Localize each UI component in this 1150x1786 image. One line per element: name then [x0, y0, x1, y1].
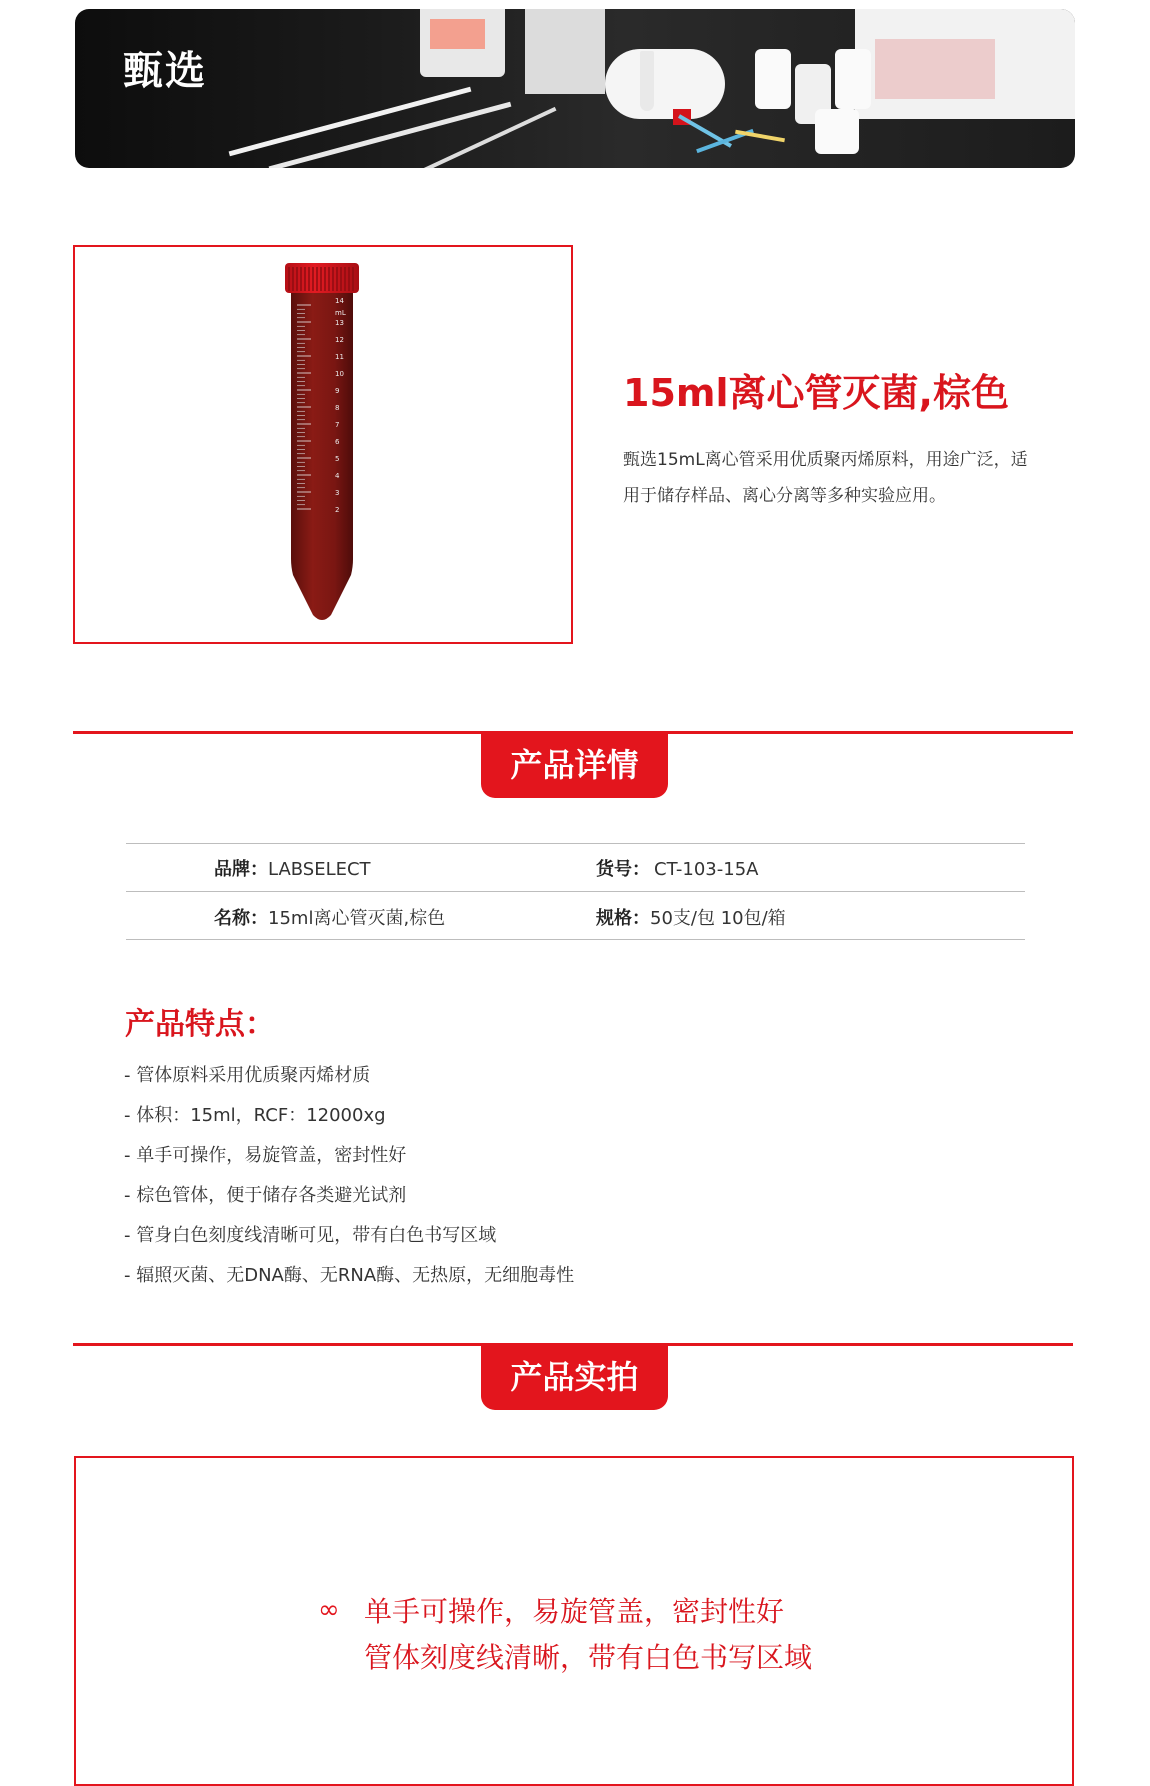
brand-banner — [75, 9, 1075, 168]
infinity-icon: ∞ — [318, 1595, 340, 1625]
table-row — [214, 904, 445, 930]
table-row — [214, 855, 371, 881]
name-label: 名称： — [214, 908, 268, 929]
photo-caption-line-1: 单手可操作，易旋管盖，密封性好 — [364, 1595, 785, 1628]
list-item: - 体积：15ml，RCF：12000xg — [124, 1105, 386, 1126]
sku-label: 货号： — [596, 859, 650, 880]
tube-scale-label: 9 — [335, 387, 340, 395]
tube-scale-label: 13 — [335, 319, 344, 327]
features-title: 产品特点： — [125, 1007, 275, 1042]
tube-decoration — [640, 51, 654, 111]
photo-caption-line-2: 管体刻度线清晰，带有白色书写区域 — [364, 1641, 813, 1674]
rack-decoration — [605, 49, 725, 119]
section-header-details: 产品详情 — [481, 732, 668, 798]
bottle-decoration — [755, 49, 791, 109]
tube-scale-label: 5 — [335, 455, 340, 463]
tube-scale-label: 12 — [335, 336, 344, 344]
table-row — [596, 855, 758, 881]
tube-scale-label: 2 — [335, 506, 340, 514]
list-item: - 单手可操作，易旋管盖，密封性好 — [124, 1145, 407, 1166]
table-row — [596, 904, 786, 930]
spec-value: 50支/包 10包/箱 — [650, 908, 786, 929]
features-list — [124, 1058, 574, 1298]
tube-scale-label: 4 — [335, 472, 340, 480]
reagent-box-decoration — [875, 39, 995, 99]
tube-scale-label: 10 — [335, 370, 344, 378]
tip-box-decoration — [430, 19, 485, 49]
name-value: 15ml离心管灭菌,棕色 — [268, 908, 446, 929]
sku-value: CT-103-15A — [654, 859, 759, 880]
bottle-decoration — [835, 49, 871, 109]
tube-scale-label: 7 — [335, 421, 340, 429]
product-title: 15ml离心管灭菌,棕色 — [623, 371, 1009, 415]
tube-scale-label: 11 — [335, 353, 344, 361]
list-item: - 管体原料采用优质聚丙烯材质 — [124, 1065, 371, 1086]
table-rule — [126, 939, 1025, 940]
section-header-photos: 产品实拍 — [481, 1344, 668, 1410]
centrifuge-tube-illustration — [75, 247, 571, 642]
tube-scale-label: 14 — [335, 297, 344, 305]
bottle-decoration — [815, 109, 859, 154]
tube-cap — [285, 263, 359, 293]
list-item: - 管身白色刻度线清晰可见，带有白色书写区域 — [124, 1225, 497, 1246]
product-description: 甄选15mL离心管采用优质聚丙烯原料，用途广泛，适用于储存样品、离心分离等多种实验应用。 — [623, 450, 1028, 506]
tube-scale-label: 3 — [335, 489, 340, 497]
spec-label: 规格： — [596, 908, 650, 929]
table-rule — [126, 891, 1025, 892]
list-item: - 棕色管体，便于储存各类避光试剂 — [124, 1185, 407, 1206]
brand-value: LABSELECT — [268, 859, 371, 880]
list-item: - 辐照灭菌、无DNA酶、无RNA酶、无热原，无细胞毒性 — [124, 1265, 575, 1286]
banner-title: 甄选 — [123, 48, 207, 94]
brand-label: 品牌： — [214, 859, 268, 880]
tip-box-decoration — [525, 9, 605, 94]
tube-scale-label: 6 — [335, 438, 340, 446]
tube-unit-label: mL — [335, 309, 346, 317]
table-rule — [126, 843, 1025, 844]
tube-scale-label: 8 — [335, 404, 340, 412]
product-image — [73, 245, 573, 644]
